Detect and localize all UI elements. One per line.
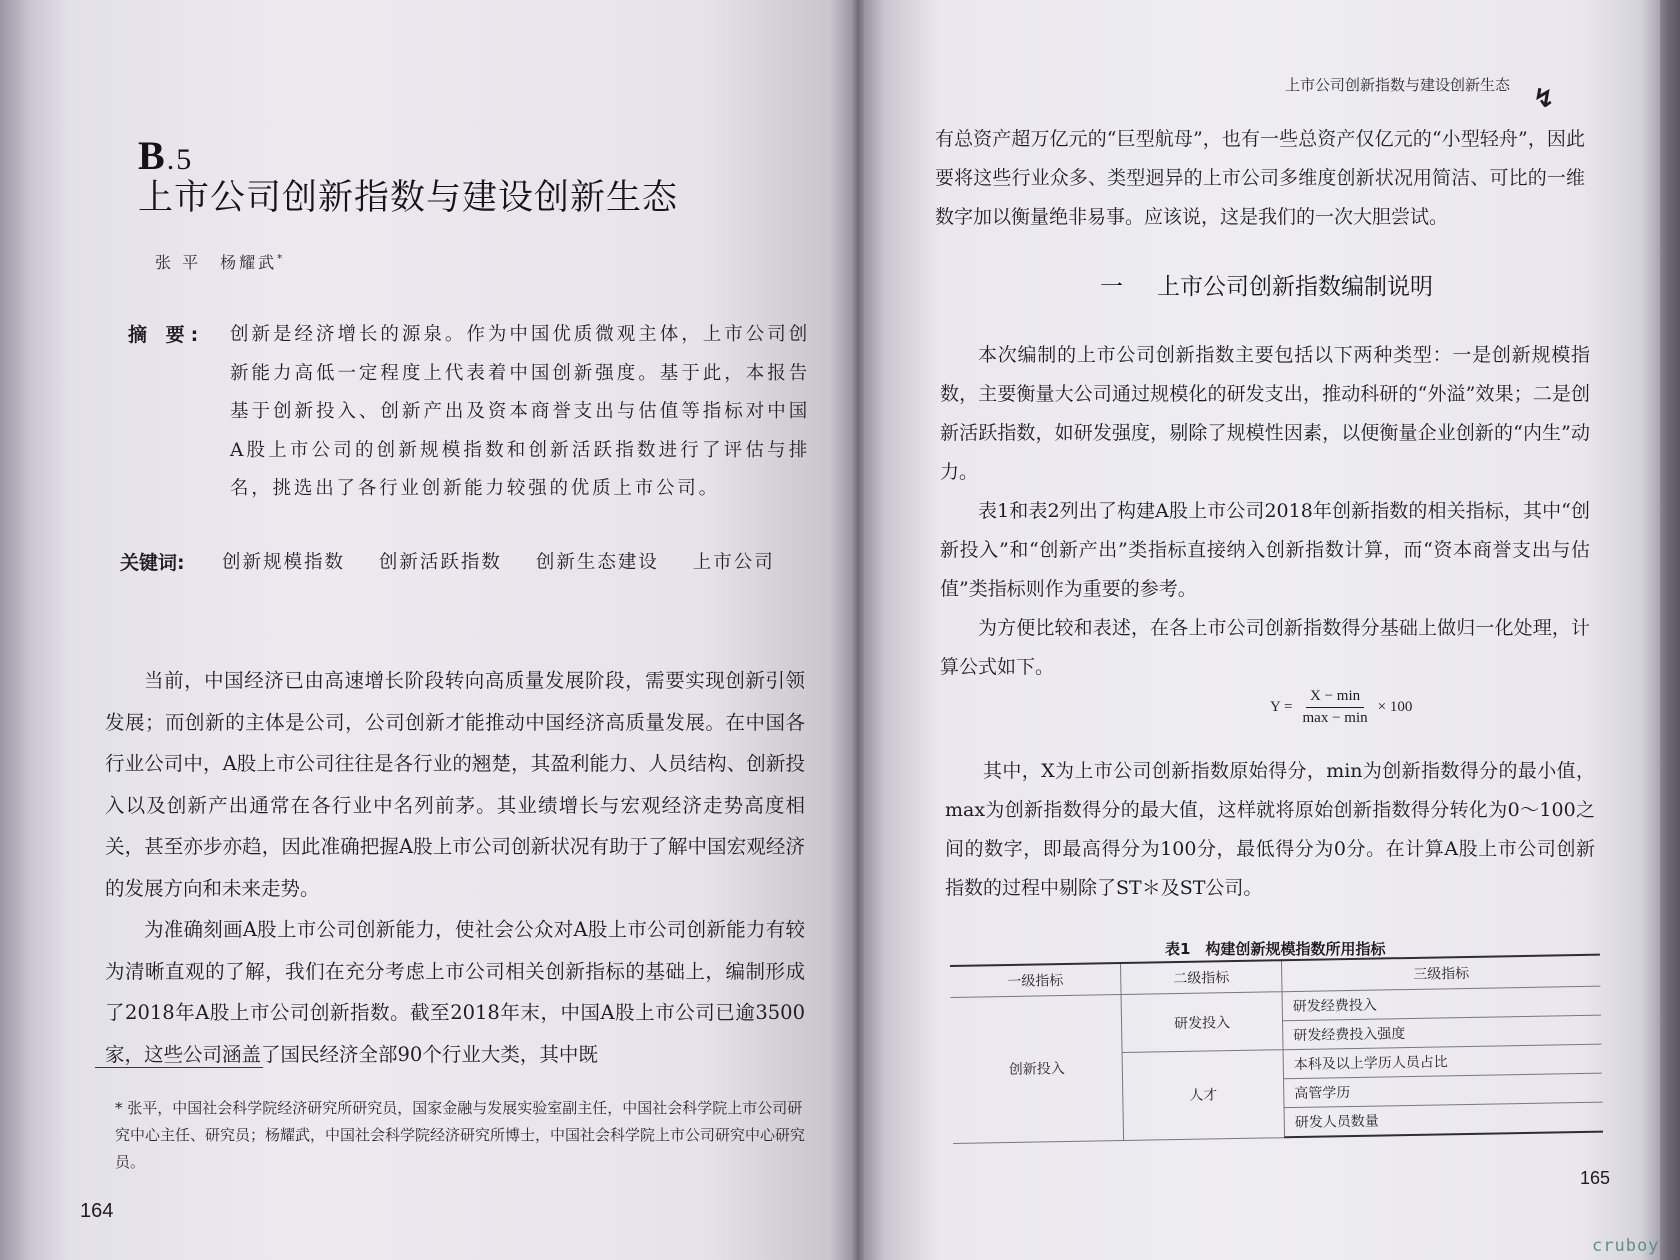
left-body-text [105, 660, 805, 1075]
book-gutter [852, 0, 864, 1260]
formula-lhs: Y = [1270, 699, 1293, 715]
table-cell-level3: 研发人员数量 [1284, 1102, 1603, 1137]
authors: 张 平 杨耀武* [155, 253, 286, 272]
table-cell-level3: 研发经费投入 [1282, 986, 1601, 1021]
indicators-table [950, 954, 1603, 1144]
table-cell-level3: 本科及以上学历人员占比 [1283, 1044, 1602, 1079]
right-body-text [940, 336, 1590, 687]
keyword: 上市公司 [692, 552, 775, 573]
after-formula-text [945, 752, 1595, 908]
paragraph: 有总资产超万亿元的“巨型航母”，也有一些总资产仅亿元的“小型轻舟”，因此要将这些行业众多、类型迥异的上市公司多维度创新状况用简洁、可比的一维数字加以衡量绝非易事。应该说，这是我们的一次大胆尝试。 [935, 128, 1585, 228]
running-head: 上市公司创新指数与建设创新生态 [1284, 76, 1510, 94]
keywords-list [222, 548, 801, 574]
abstract-text: 创新是经济增长的源泉。作为中国优质微观主体，上市公司创新能力高低一定程度上代表着中国创新强度。基于此，本报告基于创新投入、创新产出及资本商誉支出与估值等指标对中国A股上市公司的创新规模指数和创新活跃指数进行了评估与排名，挑选出了各行业创新能力较强的优质上市公司。 [230, 324, 810, 499]
keyword: 创新生态建设 [535, 552, 659, 573]
section-heading: 一 上市公司创新指数编制说明 [1100, 274, 1433, 300]
paragraph: 表1和表2列出了构建A股上市公司2018年创新指数的相关指标，其中“创新投入”和“创新产出”类指标直接纳入创新指数计算，而“资本商誉支出与估值”类指标则作为重要的参考。 [940, 500, 1590, 600]
paragraph: 本次编制的上市公司创新指数主要包括以下两种类型：一是创新规模指数，主要衡量大公司通过规模化的研发支出，推动科研的“外溢”效果；二是创新活跃指数，如研发强度，剔除了规模性因素，以便衡量企业创新的“内生”动力。 [940, 344, 1590, 483]
formula-denominator: max − min [1302, 710, 1368, 726]
continued-paragraph [935, 120, 1585, 237]
footnote-rule [95, 1067, 263, 1068]
table-title: 表1 构建创新规模指数所用指标 [1165, 940, 1386, 958]
chapter-number: B.5 [138, 133, 194, 178]
table-cell-level2: 研发投入 [1121, 992, 1283, 1053]
page-edge [1660, 0, 1680, 1260]
table-cell-level3: 高管学历 [1284, 1073, 1603, 1108]
table-header: 二级指标 [1120, 960, 1282, 994]
formula-multiplier: × 100 [1377, 699, 1413, 715]
paragraph: 其中，X为上市公司创新指数原始得分，min为创新指数得分的最小值，max为创新指数得分的最大值，这样就将原始创新指数得分转化为0～100之间的数字，即最高得分为100分，最低得分为0分。在计算A股上市公司创新指数的过程中剔除了ST＊及ST公司。 [945, 760, 1595, 899]
footnote: * 张平，中国社会科学院经济研究所研究员，国家金融与发展实验室副主任，中国社会科学院上市公司研究中心主任、研究员；杨耀武，中国社会科学院经济研究所博士，中国社会科学院上市公司研究中心研究员。 [115, 1099, 806, 1171]
table-cell-level2: 人才 [1122, 1050, 1285, 1140]
paragraph: 为方便比较和表述，在各上市公司创新指数得分基础上做归一化处理，计算公式如下。 [940, 617, 1590, 678]
paragraph: 为准确刻画A股上市公司创新能力，使社会公众对A股上市公司创新能力有较为清晰直观的了解，我们在充分考虑上市公司相关创新指标的基础上，编制形成了2018年A股上市公司创新指数。截至2018年末，中国A股上市公司已逾3500家，这些公司涵盖了国民经济全部90个行业大类，其中既 [105, 918, 805, 1066]
page-number-right: 165 [1580, 1168, 1611, 1188]
book-logo-icon: ↯ [1533, 84, 1555, 114]
keywords-label: 关键词: [120, 552, 185, 574]
formula-numerator: X − min [1306, 688, 1364, 708]
keyword: 创新活跃指数 [378, 552, 502, 573]
formula-fraction [1299, 688, 1372, 727]
paragraph: 当前，中国经济已由高速增长阶段转向高质量发展阶段，需要实现创新引领发展；而创新的主体是公司，公司创新才能推动中国经济高质量发展。在中国各行业公司中，A股上市公司往往是各行业的翘楚，其盈利能力、人员结构、创新投入以及创新产出通常在各行业中名列前茅。其业绩增长与宏观经济走势高度相关，甚至亦步亦趋，因此准确把握A股上市公司创新状况有助于了解中国宏观经济的发展方向和未来走势。 [105, 669, 805, 900]
table-header: 一级指标 [950, 963, 1121, 997]
table-header: 三级指标 [1281, 955, 1600, 992]
normalization-formula [1270, 688, 1412, 727]
watermark: cruboy [1592, 1236, 1660, 1256]
table-cell-level3: 研发经费投入强度 [1283, 1015, 1602, 1050]
table-cell-level1: 创新投入 [951, 995, 1124, 1143]
keyword: 创新规模指数 [222, 552, 346, 573]
abstract-label: 摘 要: [128, 324, 205, 346]
page-number-left: 164 [80, 1200, 114, 1222]
chapter-title: 上市公司创新指数与建设创新生态 [138, 178, 679, 218]
